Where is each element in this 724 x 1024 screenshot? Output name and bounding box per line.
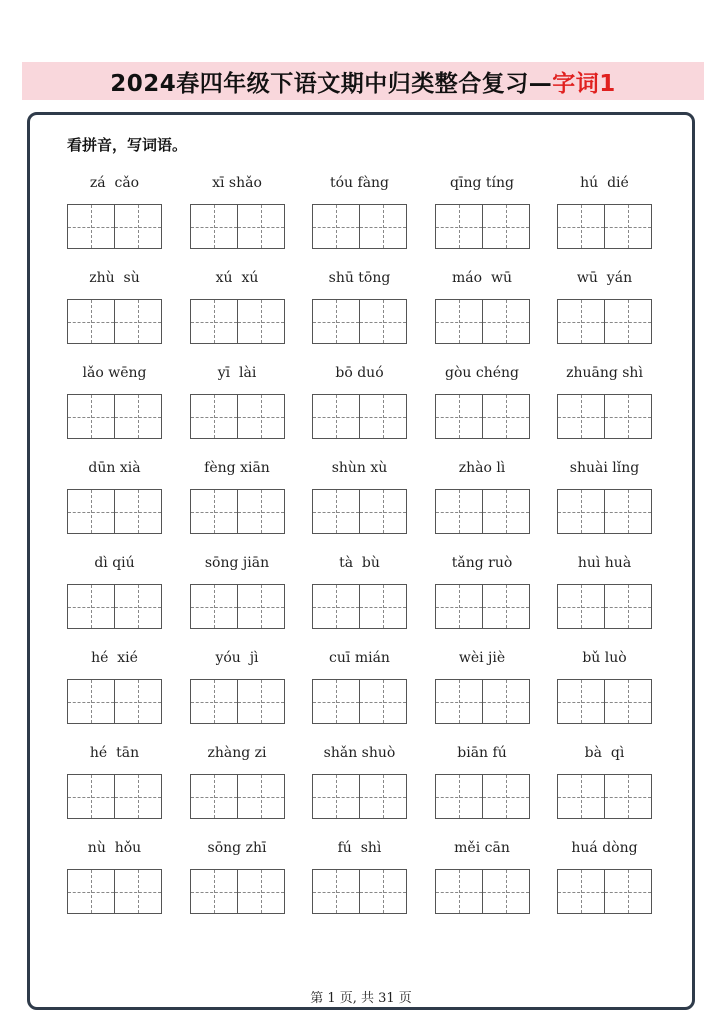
writing-boxes xyxy=(312,489,407,534)
tianzige-box[interactable] xyxy=(191,870,237,913)
tianzige-box[interactable] xyxy=(482,395,529,438)
word-item xyxy=(557,741,652,836)
word-item xyxy=(190,646,285,741)
word-item xyxy=(312,741,407,836)
writing-boxes xyxy=(190,869,285,914)
tianzige-box[interactable] xyxy=(359,775,406,818)
tianzige-box[interactable] xyxy=(482,870,529,913)
pinyin-label: yī lài xyxy=(217,365,257,381)
pinyin-label: zhào lì xyxy=(458,460,506,476)
pinyin-label: cuī mián xyxy=(329,650,390,666)
pinyin-label: shùn xù xyxy=(331,460,388,476)
pinyin-label: huá dòng xyxy=(571,840,638,856)
writing-boxes xyxy=(190,299,285,344)
writing-boxes xyxy=(190,774,285,819)
pinyin-label: gòu chéng xyxy=(445,365,519,381)
pinyin-label: wèi jiè xyxy=(458,650,506,666)
tianzige-box[interactable] xyxy=(68,775,114,818)
word-item xyxy=(557,456,652,551)
tianzige-box[interactable] xyxy=(114,490,161,533)
tianzige-box[interactable] xyxy=(359,870,406,913)
tianzige-box[interactable] xyxy=(436,870,482,913)
tianzige-box[interactable] xyxy=(68,870,114,913)
tianzige-box[interactable] xyxy=(558,205,604,248)
writing-boxes xyxy=(67,299,162,344)
tianzige-box[interactable] xyxy=(558,775,604,818)
tianzige-box[interactable] xyxy=(191,585,237,628)
tianzige-box[interactable] xyxy=(237,490,284,533)
tianzige-box[interactable] xyxy=(237,205,284,248)
word-item xyxy=(435,456,530,551)
tianzige-box[interactable] xyxy=(313,585,359,628)
tianzige-box[interactable] xyxy=(313,205,359,248)
tianzige-box[interactable] xyxy=(558,300,604,343)
worksheet-title xyxy=(22,62,704,100)
writing-boxes xyxy=(435,299,530,344)
pinyin-label: shǎn shuò xyxy=(323,745,396,761)
word-item xyxy=(190,456,285,551)
word-item xyxy=(67,646,162,741)
word-item xyxy=(557,266,652,361)
tianzige-box[interactable] xyxy=(68,680,114,723)
tianzige-box[interactable] xyxy=(313,870,359,913)
word-item xyxy=(557,646,652,741)
word-item xyxy=(312,361,407,456)
writing-boxes xyxy=(557,869,652,914)
tianzige-box[interactable] xyxy=(191,395,237,438)
title-accent: 字词1 xyxy=(552,70,616,97)
tianzige-box[interactable] xyxy=(68,585,114,628)
pinyin-label: zhù sù xyxy=(89,270,140,286)
word-item xyxy=(435,836,530,931)
instruction-text: 看拼音，写词语。 xyxy=(67,136,188,154)
tianzige-box[interactable] xyxy=(604,680,651,723)
writing-boxes xyxy=(312,869,407,914)
writing-boxes xyxy=(557,394,652,439)
tianzige-box[interactable] xyxy=(436,205,482,248)
pinyin-label: sōng zhī xyxy=(207,840,267,856)
tianzige-box[interactable] xyxy=(237,870,284,913)
pinyin-label: hú dié xyxy=(580,175,629,191)
word-item xyxy=(435,171,530,266)
tianzige-box[interactable] xyxy=(558,395,604,438)
word-item xyxy=(557,171,652,266)
tianzige-box[interactable] xyxy=(359,490,406,533)
tianzige-box[interactable] xyxy=(313,680,359,723)
pinyin-label: fèng xiān xyxy=(204,460,270,476)
pinyin-label: bō duó xyxy=(335,365,384,381)
tianzige-box[interactable] xyxy=(114,395,161,438)
pinyin-label: máo wū xyxy=(452,270,512,286)
word-item xyxy=(435,741,530,836)
tianzige-box[interactable] xyxy=(604,490,651,533)
word-item xyxy=(190,361,285,456)
word-item xyxy=(67,551,162,646)
writing-boxes xyxy=(67,489,162,534)
writing-boxes xyxy=(67,679,162,724)
pinyin-label: zhuāng shì xyxy=(566,365,643,381)
tianzige-box[interactable] xyxy=(237,775,284,818)
tianzige-box[interactable] xyxy=(558,870,604,913)
word-item xyxy=(312,456,407,551)
tianzige-box[interactable] xyxy=(191,775,237,818)
tianzige-box[interactable] xyxy=(604,300,651,343)
page-number: 第 1 页, 共 31 页 xyxy=(310,991,412,1006)
tianzige-box[interactable] xyxy=(114,775,161,818)
writing-boxes xyxy=(190,204,285,249)
pinyin-label: sōng jiān xyxy=(204,555,270,571)
writing-boxes xyxy=(67,774,162,819)
pinyin-label: xú xú xyxy=(215,270,259,286)
word-item xyxy=(435,646,530,741)
word-item xyxy=(190,836,285,931)
tianzige-box[interactable] xyxy=(482,775,529,818)
tianzige-box[interactable] xyxy=(237,585,284,628)
pinyin-label: tǎng ruò xyxy=(451,555,513,571)
tianzige-box[interactable] xyxy=(191,205,237,248)
tianzige-box[interactable] xyxy=(558,680,604,723)
pinyin-label: shū tōng xyxy=(328,270,391,286)
writing-boxes xyxy=(190,489,285,534)
writing-boxes xyxy=(435,394,530,439)
tianzige-box[interactable] xyxy=(237,680,284,723)
tianzige-box[interactable] xyxy=(114,680,161,723)
tianzige-box[interactable] xyxy=(436,585,482,628)
pinyin-label: bà qì xyxy=(584,745,625,761)
pinyin-label: dūn xià xyxy=(88,460,141,476)
writing-boxes xyxy=(67,204,162,249)
tianzige-box[interactable] xyxy=(558,585,604,628)
writing-boxes xyxy=(312,679,407,724)
writing-boxes xyxy=(312,299,407,344)
pinyin-label: dì qiú xyxy=(94,555,135,571)
tianzige-box[interactable] xyxy=(604,395,651,438)
tianzige-box[interactable] xyxy=(359,680,406,723)
tianzige-box[interactable] xyxy=(313,395,359,438)
writing-boxes xyxy=(557,584,652,629)
writing-boxes xyxy=(190,394,285,439)
writing-boxes xyxy=(312,584,407,629)
tianzige-box[interactable] xyxy=(604,585,651,628)
word-item xyxy=(435,551,530,646)
writing-boxes xyxy=(312,204,407,249)
pinyin-label: zhàng zi xyxy=(207,745,267,761)
word-item xyxy=(67,456,162,551)
tianzige-box[interactable] xyxy=(436,300,482,343)
tianzige-box[interactable] xyxy=(482,300,529,343)
word-item xyxy=(312,836,407,931)
word-item xyxy=(190,171,285,266)
writing-boxes xyxy=(435,489,530,534)
tianzige-box[interactable] xyxy=(114,300,161,343)
word-item xyxy=(190,551,285,646)
writing-boxes xyxy=(67,869,162,914)
tianzige-box[interactable] xyxy=(191,300,237,343)
tianzige-box[interactable] xyxy=(359,205,406,248)
tianzige-box[interactable] xyxy=(114,585,161,628)
writing-boxes xyxy=(557,204,652,249)
tianzige-box[interactable] xyxy=(604,870,651,913)
tianzige-box[interactable] xyxy=(313,490,359,533)
pinyin-label: hé xié xyxy=(91,650,138,666)
pinyin-label: bǔ luò xyxy=(582,650,627,666)
writing-boxes xyxy=(557,679,652,724)
tianzige-box[interactable] xyxy=(604,205,651,248)
pinyin-label: lǎo wēng xyxy=(82,365,147,381)
word-item xyxy=(435,361,530,456)
pinyin-label: zá cǎo xyxy=(89,175,140,191)
tianzige-box[interactable] xyxy=(436,680,482,723)
word-item xyxy=(190,266,285,361)
title-main: 2024春四年级下语文期中归类整合复习— xyxy=(110,70,553,97)
word-item xyxy=(312,646,407,741)
writing-boxes xyxy=(435,679,530,724)
tianzige-box[interactable] xyxy=(359,395,406,438)
writing-boxes xyxy=(435,584,530,629)
tianzige-box[interactable] xyxy=(313,300,359,343)
pinyin-label: nù hǒu xyxy=(87,840,142,856)
word-item xyxy=(67,361,162,456)
writing-boxes xyxy=(435,869,530,914)
pinyin-label: tà bù xyxy=(339,555,380,571)
word-item xyxy=(190,741,285,836)
word-item xyxy=(67,741,162,836)
pinyin-label: xī shǎo xyxy=(212,175,262,191)
pinyin-label: yóu jì xyxy=(215,650,259,666)
tianzige-box[interactable] xyxy=(68,490,114,533)
writing-boxes xyxy=(557,774,652,819)
word-item xyxy=(557,551,652,646)
tianzige-box[interactable] xyxy=(191,490,237,533)
tianzige-box[interactable] xyxy=(482,205,529,248)
pinyin-label: hé tān xyxy=(89,745,140,761)
tianzige-box[interactable] xyxy=(114,870,161,913)
tianzige-box[interactable] xyxy=(436,490,482,533)
writing-boxes xyxy=(67,584,162,629)
pinyin-label: huì huà xyxy=(577,555,632,571)
tianzige-box[interactable] xyxy=(68,205,114,248)
writing-boxes xyxy=(190,679,285,724)
word-item xyxy=(557,836,652,931)
pinyin-label: biān fú xyxy=(457,745,507,761)
pinyin-label: qīng tíng xyxy=(450,175,514,191)
word-item xyxy=(312,266,407,361)
tianzige-box[interactable] xyxy=(482,490,529,533)
word-item xyxy=(312,171,407,266)
tianzige-box[interactable] xyxy=(482,585,529,628)
tianzige-box[interactable] xyxy=(313,775,359,818)
pinyin-label: měi cān xyxy=(454,840,510,856)
writing-boxes xyxy=(435,774,530,819)
pinyin-label: shuài lǐng xyxy=(569,460,640,476)
tianzige-box[interactable] xyxy=(482,680,529,723)
tianzige-box[interactable] xyxy=(114,205,161,248)
tianzige-box[interactable] xyxy=(436,775,482,818)
writing-boxes xyxy=(435,204,530,249)
writing-boxes xyxy=(312,394,407,439)
word-item xyxy=(557,361,652,456)
pinyin-grid xyxy=(67,171,652,931)
word-item xyxy=(67,836,162,931)
writing-boxes xyxy=(67,394,162,439)
writing-boxes xyxy=(312,774,407,819)
pinyin-label: fú shì xyxy=(337,840,382,856)
writing-boxes xyxy=(190,584,285,629)
pinyin-label: tóu fàng xyxy=(329,175,390,191)
writing-boxes xyxy=(557,299,652,344)
writing-boxes xyxy=(557,489,652,534)
tianzige-box[interactable] xyxy=(558,490,604,533)
worksheet-frame xyxy=(27,112,695,1010)
word-item xyxy=(67,171,162,266)
tianzige-box[interactable] xyxy=(359,585,406,628)
tianzige-box[interactable] xyxy=(359,300,406,343)
tianzige-box[interactable] xyxy=(191,680,237,723)
tianzige-box[interactable] xyxy=(68,395,114,438)
tianzige-box[interactable] xyxy=(68,300,114,343)
tianzige-box[interactable] xyxy=(436,395,482,438)
tianzige-box[interactable] xyxy=(604,775,651,818)
pinyin-label: wū yán xyxy=(576,270,633,286)
word-item xyxy=(312,551,407,646)
word-item xyxy=(67,266,162,361)
word-item xyxy=(435,266,530,361)
tianzige-box[interactable] xyxy=(237,300,284,343)
tianzige-box[interactable] xyxy=(237,395,284,438)
